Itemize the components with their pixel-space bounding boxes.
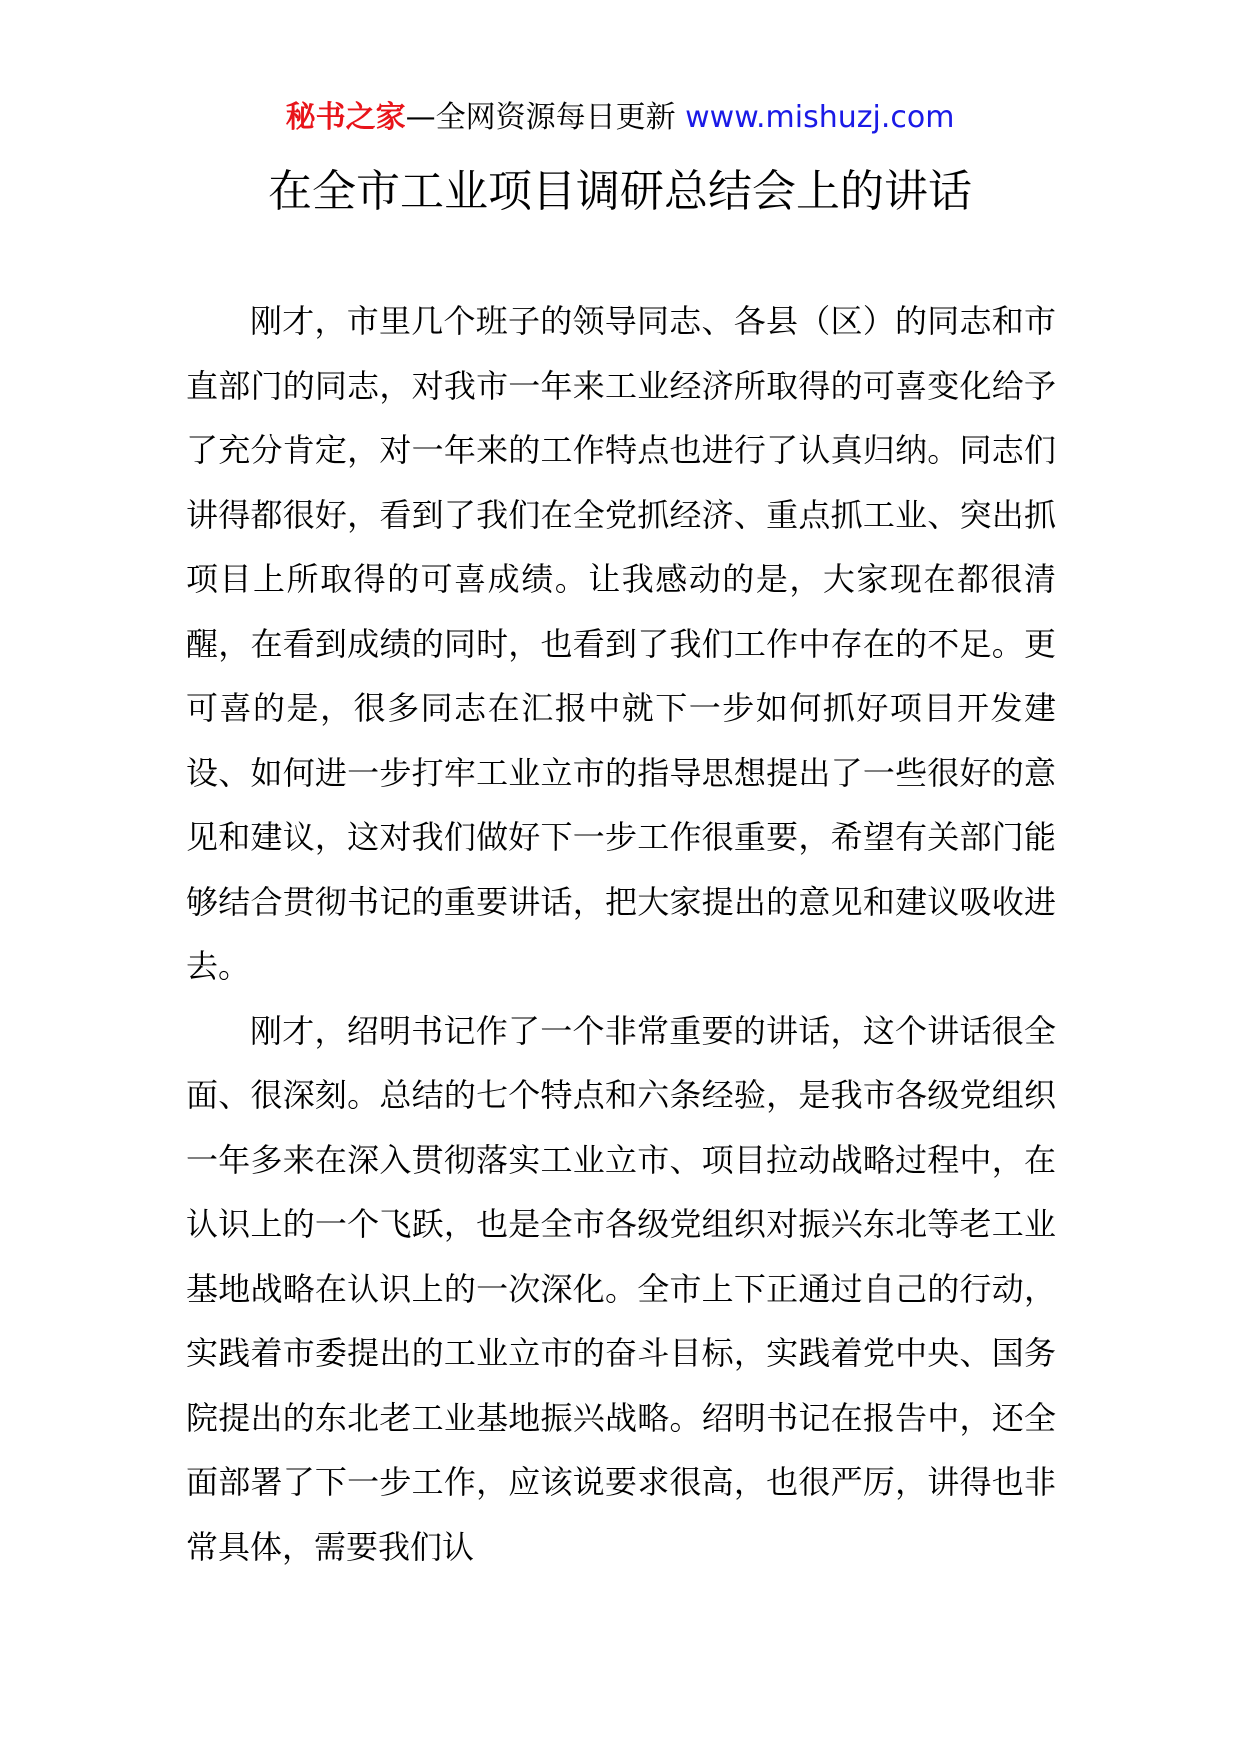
site-url-link[interactable]: www.mishuzj.com	[685, 100, 955, 135]
document-body	[186, 289, 1056, 1579]
brand-name: 秘书之家	[285, 100, 406, 135]
paragraph-2: 刚才，绍明书记作了一个非常重要的讲话，这个讲话很全面、很深刻。总结的七个特点和六条经验，是我市各级党组织一年多来在深入贯彻落实工业立市、项目拉动战略过程中，在认识上的一个飞跃，也是全市各级党组织对振兴东北等老工业基地战略在认识上的一次深化。全市上下正通过自己的行动，实践着市委提出的工业立市的奋斗目标，实践着党中央、国务院提出的东北老工业基地振兴战略。绍明书记在报告中，还全面部署了下一步工作，应该说要求很高，也很严厉，讲得也非常具体，需要我们认	[186, 1011, 1056, 1566]
paragraph-1: 刚才，市里几个班子的领导同志、各县（区）的同志和市直部门的同志，对我市一年来工业经济所取得的可喜变化给予了充分肯定，对一年来的工作特点也进行了认真归纳。同志们讲得都很好，看到了我们在全党抓经济、重点抓工业、突出抓项目上所取得的可喜成绩。让我感动的是，大家现在都很清醒，在看到成绩的同时，也看到了我们工作中存在的不足。更可喜的是，很多同志在汇报中就下一步如何抓好项目开发建设、如何进一步打牢工业立市的指导思想提出了一些很好的意见和建议，这对我们做好下一步工作很重要，希望有关部门能够结合贯彻书记的重要讲话，把大家提出的意见和建议吸收进去。	[186, 302, 1056, 985]
site-header	[0, 98, 1240, 138]
header-tagline: —全网资源每日更新	[405, 100, 676, 135]
document-title: 在全市工业项目调研总结会上的讲话	[268, 166, 972, 217]
